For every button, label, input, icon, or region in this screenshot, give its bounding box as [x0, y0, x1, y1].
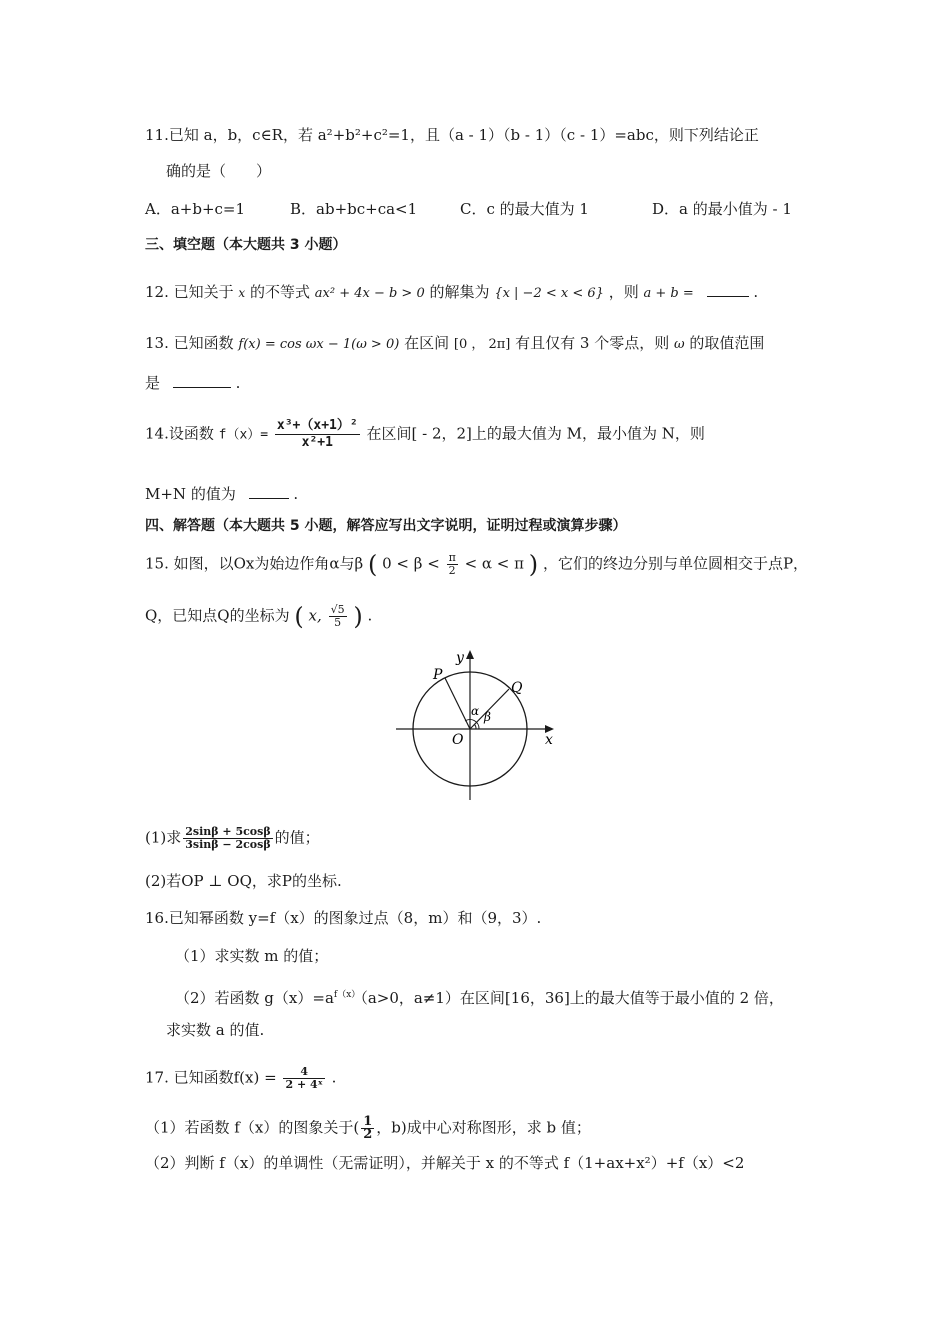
q11-option-a: A．a+b+c=1	[145, 200, 246, 218]
q12-prefix: 12. 已知关于	[145, 283, 234, 301]
q16-exponent: f（x）	[333, 990, 361, 1000]
q12-end: .	[753, 283, 759, 301]
q15-part1	[145, 826, 320, 851]
q14-denominator: x²+1	[301, 435, 333, 450]
q15-part1-a: (1)求	[145, 828, 182, 847]
q15-coord-open: (	[294, 602, 304, 631]
q15-line2b: .	[367, 606, 373, 625]
q12-ineq: ax² + 4x − b > 0	[314, 286, 425, 301]
q16-part2c: 求实数 a 的值.	[166, 1021, 265, 1039]
q14-line2-text: M+N 的值为	[145, 485, 236, 503]
q12-expr: a + b =	[643, 286, 694, 301]
q11-option-b: B．ab+bc+ca<1	[290, 200, 418, 218]
q13-func: f(x) = cos ωx − 1(ω > 0)	[238, 337, 400, 352]
label-alpha: α	[471, 704, 480, 718]
q15-part2: (2)若OP ⊥ OQ，求P的坐标.	[145, 872, 342, 890]
q17-part1-den: 2	[363, 1127, 373, 1142]
q15-paren-open: (	[367, 550, 378, 579]
q15-line2a: Q，已知点Q的坐标为	[145, 606, 290, 625]
q12-line	[145, 281, 758, 305]
unit-circle-figure	[388, 645, 563, 805]
q13-answer-blank	[173, 372, 231, 388]
q15-part1-b: 的值；	[274, 828, 320, 847]
q12-mid3: ，则	[608, 283, 639, 301]
label-q: Q	[511, 680, 523, 696]
y-axis-arrow	[466, 650, 474, 659]
q14-fx: f（x）=	[218, 427, 269, 443]
q17-part1-fraction	[361, 1116, 374, 1141]
q11-line2: 确的是（ ）	[166, 162, 272, 180]
q13-omega: ω	[674, 337, 685, 352]
q17-part1-num: 1	[363, 1114, 373, 1129]
q15-cond-den: 2	[448, 564, 456, 577]
q17-fraction	[283, 1066, 324, 1091]
q14-end: .	[293, 485, 299, 503]
q14-prefix: 14.设函数	[145, 424, 214, 443]
q16-part1: （1）求实数 m 的值；	[175, 947, 329, 965]
q15-part1-fraction	[183, 826, 272, 851]
q15-line2	[145, 604, 372, 629]
q13-mid: 在区间	[404, 334, 450, 352]
q17-line1	[145, 1066, 336, 1091]
q15-coord-close: )	[353, 602, 363, 631]
q15-coord-den: 5	[334, 616, 342, 629]
q13-mid3: 的取值范围	[689, 334, 765, 352]
q15-part1-den: 3sinβ − 2cosβ	[185, 838, 271, 851]
q14-answer-blank	[249, 483, 289, 499]
q13-prefix: 13. 已知函数	[145, 334, 234, 352]
q14-line2	[145, 483, 298, 505]
q16-line1: 16.已知幂函数 y=f（x）的图象过点（8，m）和（9，3）.	[145, 909, 542, 927]
label-o: O	[452, 732, 464, 748]
q15-cond-fraction	[447, 552, 458, 577]
label-p: P	[433, 667, 443, 683]
q15-part1-num: 2sinβ + 5cosβ	[185, 825, 271, 838]
ray-op	[445, 678, 470, 729]
q11-line1: 11.已知 a，b，c∈R，若 a²+b²+c²=1，且（a - 1）（b - 1）（c - 1）=abc，则下列结论正	[145, 126, 759, 144]
q11-option-c: C．c 的最大值为 1	[460, 200, 589, 218]
q17-part2: （2）判断 f（x）的单调性（无需证明），并解关于 x 的不等式 f（1+ax+x²）+f（x）<2	[145, 1154, 745, 1172]
q16-part2	[175, 984, 784, 1009]
label-y: y	[456, 650, 464, 666]
q15-line1	[145, 552, 808, 577]
q13-mid2: 有且仅有 3 个零点，则	[515, 334, 670, 352]
q12-var: x	[238, 286, 246, 300]
q17-line1a: 17. 已知函数f(x) =	[145, 1068, 277, 1087]
q17-num: 4	[283, 1066, 324, 1079]
q15-coord-fraction	[329, 604, 347, 629]
label-beta: β	[484, 710, 491, 724]
q12-mid2: 的解集为	[429, 283, 490, 301]
q14-line1	[145, 418, 705, 451]
beta-arc	[474, 724, 476, 729]
q15-cond-b: < α < π	[464, 554, 525, 573]
section4-heading: 四、解答题（本大题共 5 小题，解答应写出文字说明，证明过程或演算步骤）	[145, 518, 627, 534]
q14-numerator: x³+（x+1）²	[276, 418, 358, 433]
q12-set: {x | −2 < x < 6}	[494, 286, 604, 301]
q17-part1a: （1）若函数 f（x）的图象关于(	[145, 1118, 360, 1137]
section3-heading: 三、填空题（本大题共 3 小题）	[145, 237, 347, 253]
q13-end: .	[235, 374, 241, 392]
q15-line1a: 15. 如图，以Ox为始边作角α与β	[145, 554, 364, 573]
q14-rest: 在区间[ - 2，2]上的最大值为 M，最小值为 N，则	[366, 424, 705, 443]
q11-option-d: D．a 的最小值为 - 1	[652, 200, 792, 218]
q17-part1b: ，b)成中心对称图形，求 b 值；	[376, 1118, 591, 1137]
q16-part2a: （2）若函数 g（x）=a	[175, 989, 334, 1007]
q15-cond-a: 0 < β <	[382, 554, 440, 573]
q15-coord-x: x,	[308, 606, 322, 625]
q13-interval: [0 ， 2π]	[453, 337, 511, 352]
q13-line2-text: 是	[145, 374, 161, 392]
q13-line1	[145, 332, 764, 356]
q15-coord-num: √5	[330, 603, 345, 616]
q15-cond-num: π	[448, 551, 456, 564]
q15-line1b: ，它们的终边分别与单位圆相交于点P，	[542, 554, 809, 573]
q12-answer-blank	[707, 281, 749, 297]
q14-fraction	[275, 418, 360, 451]
q17-den: 2 + 4ˣ	[285, 1078, 323, 1091]
q13-line2	[145, 372, 240, 394]
q17-part1	[145, 1116, 591, 1141]
label-x: x	[545, 732, 553, 748]
q12-mid: 的不等式	[249, 283, 310, 301]
q16-part2b: （a>0，a≠1）在区间[16，36]上的最大值等于最小值的 2 倍，	[360, 989, 784, 1007]
q15-paren-close: )	[528, 550, 539, 579]
q17-line1b: .	[331, 1068, 337, 1087]
